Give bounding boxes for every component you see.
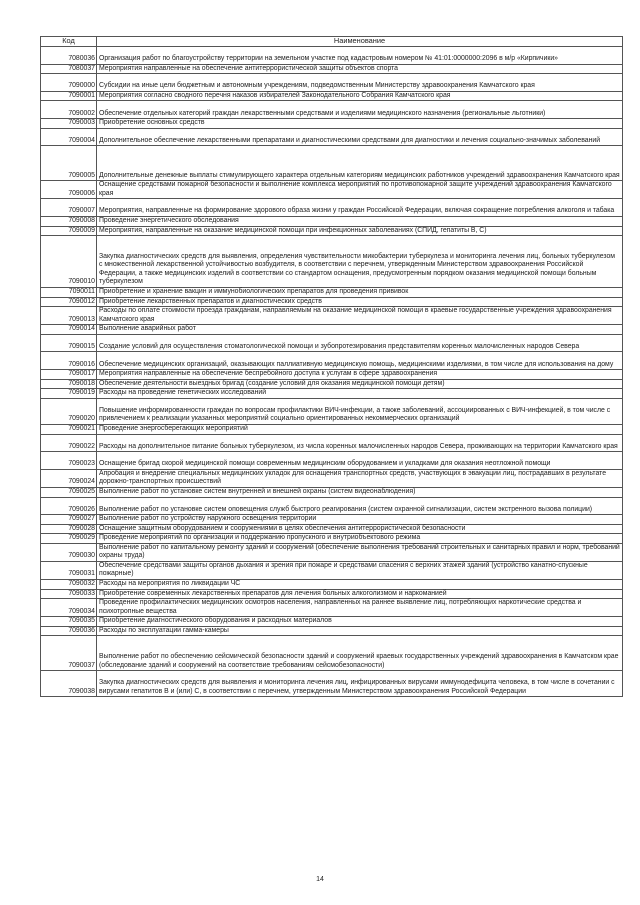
table-row bbox=[41, 146, 623, 181]
row-code: 7080037 bbox=[41, 64, 97, 74]
table-row bbox=[41, 216, 623, 226]
row-code: 7080036 bbox=[41, 47, 97, 65]
table-row bbox=[41, 452, 623, 470]
row-code: 7090017 bbox=[41, 370, 97, 380]
table-row bbox=[41, 74, 623, 92]
table-row bbox=[41, 47, 623, 65]
code-column-header: Код bbox=[41, 37, 97, 47]
table-row bbox=[41, 334, 623, 352]
table-row bbox=[41, 101, 623, 119]
row-code: 7090010 bbox=[41, 236, 97, 288]
row-name: Закупка диагностических средств для выявления и мониторинга лечения лиц, инфицированных вирусами иммунодефицита человека, в том числе в сочетании с вирусами гепатитов В и (или) С, в соответствии с перечнем, утвержденным Министерством здравоохранения Российской Федерации bbox=[97, 671, 623, 697]
row-name: Апробация и внедрение специальных медицинских укладок для оснащения транспортных средств, участвующих в эвакуации лиц, пострадавших в результате дорожно-транспортных происшествий bbox=[97, 469, 623, 487]
table-row bbox=[41, 617, 623, 627]
row-code: 7090002 bbox=[41, 101, 97, 119]
row-name: Мероприятия направленные на обеспечение беспребойного доступа к услугам в сфере здравоохранения bbox=[97, 370, 623, 380]
row-name: Расходы на проведение генетических исследований bbox=[97, 389, 623, 399]
row-code: 7090035 bbox=[41, 617, 97, 627]
row-code: 7090023 bbox=[41, 452, 97, 470]
row-name: Приобретение основных средств bbox=[97, 119, 623, 129]
page-number: 14 bbox=[316, 876, 324, 883]
row-code: 7090011 bbox=[41, 287, 97, 297]
table-header-row bbox=[41, 37, 623, 47]
table-row bbox=[41, 589, 623, 599]
row-name: Приобретение лекарственных препаратов и диагностических средств bbox=[97, 297, 623, 307]
row-name: Обеспечение деятельности выездных бригад (создание условий для оказания медицинской помощи детям) bbox=[97, 379, 623, 389]
table-row bbox=[41, 534, 623, 544]
row-name: Повышение информированности граждан по вопросам профилактики ВИЧ-инфекции, а также заболеваний, ассоциированных с ВИЧ-инфекцией, в том числе с привлечением к реализации указанных мероприятий социально ориентированных некоммерческих организаций bbox=[97, 398, 623, 424]
table-row bbox=[41, 671, 623, 697]
table-row bbox=[41, 379, 623, 389]
table-row bbox=[41, 181, 623, 199]
table-row bbox=[41, 515, 623, 525]
row-code: 7090028 bbox=[41, 524, 97, 534]
row-name: Обеспечение средствами защиты органов дыхания и зрения при пожаре и средствами спасения с верхних этажей зданий (устройство канатно-спускные пожарные) bbox=[97, 561, 623, 579]
row-name: Приобретение диагностического оборудования и расходных материалов bbox=[97, 617, 623, 627]
table-row bbox=[41, 307, 623, 325]
name-column-header: Наименование bbox=[97, 37, 623, 47]
table-row bbox=[41, 398, 623, 424]
row-name: Субсидии на иные цели бюджетным и автономным учреждениям, подведомственным Министерству здравоохранения Камчатского края bbox=[97, 74, 623, 92]
row-code: 7090019 bbox=[41, 389, 97, 399]
table-row bbox=[41, 626, 623, 636]
document-sheet bbox=[40, 36, 622, 697]
table-row bbox=[41, 389, 623, 399]
row-name: Расходы на мероприятия по ликвидации ЧС bbox=[97, 580, 623, 590]
row-name: Выполнение работ по установке систем внутренней и внешней охраны (систем видеонаблюдения) bbox=[97, 487, 623, 497]
table-row bbox=[41, 297, 623, 307]
table-row bbox=[41, 199, 623, 217]
row-name: Выполнение работ по устройству наружного освещения территории bbox=[97, 515, 623, 525]
row-name: Приобретение современных лекарственных препаратов для лечения больных алкоголизмом и наркоманией bbox=[97, 589, 623, 599]
table-row bbox=[41, 580, 623, 590]
row-name: Выполнение аварийных работ bbox=[97, 325, 623, 335]
row-code: 7090034 bbox=[41, 599, 97, 617]
row-name: Приобретение и хранение вакцин и иммунобиологических препаратов для проведения прививок bbox=[97, 287, 623, 297]
table-row bbox=[41, 561, 623, 579]
row-code: 7090031 bbox=[41, 561, 97, 579]
row-name: Выполнение работ по капитальному ремонту зданий и сооружений (обеспечение выполнения требований строительных и санитарных правил и норм, требований охраны труда) bbox=[97, 543, 623, 561]
row-code: 7090016 bbox=[41, 352, 97, 370]
row-name: Дополнительное обеспечение лекарственными препаратами и диагностическими средствами для диагностики и лечения социально-значимых заболеваний bbox=[97, 128, 623, 146]
table-row bbox=[41, 599, 623, 617]
row-code: 7090006 bbox=[41, 181, 97, 199]
row-name: Мероприятия, направленные на формирование здорового образа жизни у граждан Российской Федерации, включая сокращение потребления алкоголя и табака bbox=[97, 199, 623, 217]
row-name: Оснащение бригад скорой медицинской помощи современным медицинским оборудованием и укладками для оказания неотложной помощи bbox=[97, 452, 623, 470]
row-code: 7090026 bbox=[41, 497, 97, 515]
row-code: 7090009 bbox=[41, 226, 97, 236]
row-code: 7090022 bbox=[41, 434, 97, 452]
row-code: 7090015 bbox=[41, 334, 97, 352]
table-row bbox=[41, 487, 623, 497]
row-code: 7090024 bbox=[41, 469, 97, 487]
row-code: 7090036 bbox=[41, 626, 97, 636]
table-row bbox=[41, 287, 623, 297]
row-name: Проведение мероприятий по организации и поддержанию пропускного и внутриобъектового режима bbox=[97, 534, 623, 544]
row-name: Проведение энергетического обследования bbox=[97, 216, 623, 226]
row-code: 7090013 bbox=[41, 307, 97, 325]
table-row bbox=[41, 524, 623, 534]
row-name: Мероприятия, направленные на оказание медицинской помощи при инфекционных заболеваниях (СПИД, гепатиты В, С) bbox=[97, 226, 623, 236]
row-code: 7090032 bbox=[41, 580, 97, 590]
row-code: 7090021 bbox=[41, 424, 97, 434]
row-code: 7090038 bbox=[41, 671, 97, 697]
table-row bbox=[41, 434, 623, 452]
table-row bbox=[41, 424, 623, 434]
row-code: 7090003 bbox=[41, 119, 97, 129]
row-name: Выполнение работ по установке систем оповещения служб быстрого реагирования (систем охранной сигнализации, систем экстренного вызова полиции) bbox=[97, 497, 623, 515]
code-name-table bbox=[40, 36, 623, 697]
row-name: Обеспечение отдельных категорий граждан лекарственными средствами и изделиями медицинского назначения (региональные льготники) bbox=[97, 101, 623, 119]
table-row bbox=[41, 325, 623, 335]
row-code: 7090000 bbox=[41, 74, 97, 92]
table-body bbox=[41, 47, 623, 697]
row-code: 7090001 bbox=[41, 91, 97, 101]
table-row bbox=[41, 236, 623, 288]
row-name: Мероприятия согласно сводного перечня наказов избирателей Законодательного Собрания Камчатского края bbox=[97, 91, 623, 101]
row-name: Создание условий для осуществления стоматологической помощи и зубопротезирования представителям коренных малочисленных народов Севера bbox=[97, 334, 623, 352]
row-name: Расходы по оплате стоимости проезда гражданам, направляемым на оказание медицинской помощи в краевые государственные учреждения здравоохранения Камчатского края bbox=[97, 307, 623, 325]
row-code: 7090012 bbox=[41, 297, 97, 307]
table-row bbox=[41, 543, 623, 561]
row-name: Оснащение защитным оборудованием и сооружениями в целях обеспечения антитеррористической безопасности bbox=[97, 524, 623, 534]
table-row bbox=[41, 128, 623, 146]
table-row bbox=[41, 119, 623, 129]
table-row bbox=[41, 226, 623, 236]
row-name: Расходы на дополнительное питание больных туберкулезом, из числа коренных малочисленных народов Севера, проживающих на территории Камчатского края bbox=[97, 434, 623, 452]
row-code: 7090027 bbox=[41, 515, 97, 525]
row-code: 7090020 bbox=[41, 398, 97, 424]
row-name: Закупка диагностических средств для выявления, определения чувствительности микобактерии туберкулеза и мониторинга лечения лиц, больных туберкулезом с множественной лекарственной устойчивостью возбудителя, в соответствии с перечнем, утвержденным Министерством здравоохранения Российской Федерации, а также медицинских изделий в соответствии со стандартом оснащения, предусмотренным порядком оказания медицинской помощи больным туберкулезом bbox=[97, 236, 623, 288]
row-name: Обеспечение медицинских организаций, оказывающих паллиативную медицинскую помощь, медицинскими изделиями, в том числе для использования на дому bbox=[97, 352, 623, 370]
row-code: 7090037 bbox=[41, 636, 97, 671]
row-name: Дополнительные денежные выплаты стимулирующего характера отдельным категориям медицинских работников учреждений здравоохранения Камчатского края bbox=[97, 146, 623, 181]
row-code: 7090033 bbox=[41, 589, 97, 599]
row-code: 7090014 bbox=[41, 325, 97, 335]
row-code: 7090007 bbox=[41, 199, 97, 217]
row-name: Мероприятия направленные на обеспечение антитеррористической защиты объектов спорта bbox=[97, 64, 623, 74]
row-name: Оснащение средствами пожарной безопасности и выполнение комплекса мероприятий по противопожарной защите учреждений здравоохранения Камчатского края bbox=[97, 181, 623, 199]
row-code: 7090029 bbox=[41, 534, 97, 544]
row-name: Выполнение работ по обеспечению сейсмической безопасности зданий и сооружений краевых государственных учреждений здравоохранения в Камчатском крае (обследование зданий и сооружений на соответствие требованиям сейсмобезопасности) bbox=[97, 636, 623, 671]
table-row bbox=[41, 370, 623, 380]
row-name: Расходы по эксплуатации гамма-камеры bbox=[97, 626, 623, 636]
table-row bbox=[41, 497, 623, 515]
row-code: 7090018 bbox=[41, 379, 97, 389]
row-name: Организация работ по благоустройству территории на земельном участке под кадастровым номером № 41:01:0000000:2096 в м/р «Кирпичики» bbox=[97, 47, 623, 65]
row-name: Проведение энергосберегающих мероприятий bbox=[97, 424, 623, 434]
table-row bbox=[41, 469, 623, 487]
row-code: 7090030 bbox=[41, 543, 97, 561]
row-code: 7090004 bbox=[41, 128, 97, 146]
table-row bbox=[41, 636, 623, 671]
row-code: 7090008 bbox=[41, 216, 97, 226]
row-name: Проведение профилактических медицинских осмотров населения, направленных на раннее выявление лиц, потребляющих наркотические средства и психотропные вещества bbox=[97, 599, 623, 617]
row-code: 7090005 bbox=[41, 146, 97, 181]
table-row bbox=[41, 352, 623, 370]
table-row bbox=[41, 91, 623, 101]
table-row bbox=[41, 64, 623, 74]
row-code: 7090025 bbox=[41, 487, 97, 497]
